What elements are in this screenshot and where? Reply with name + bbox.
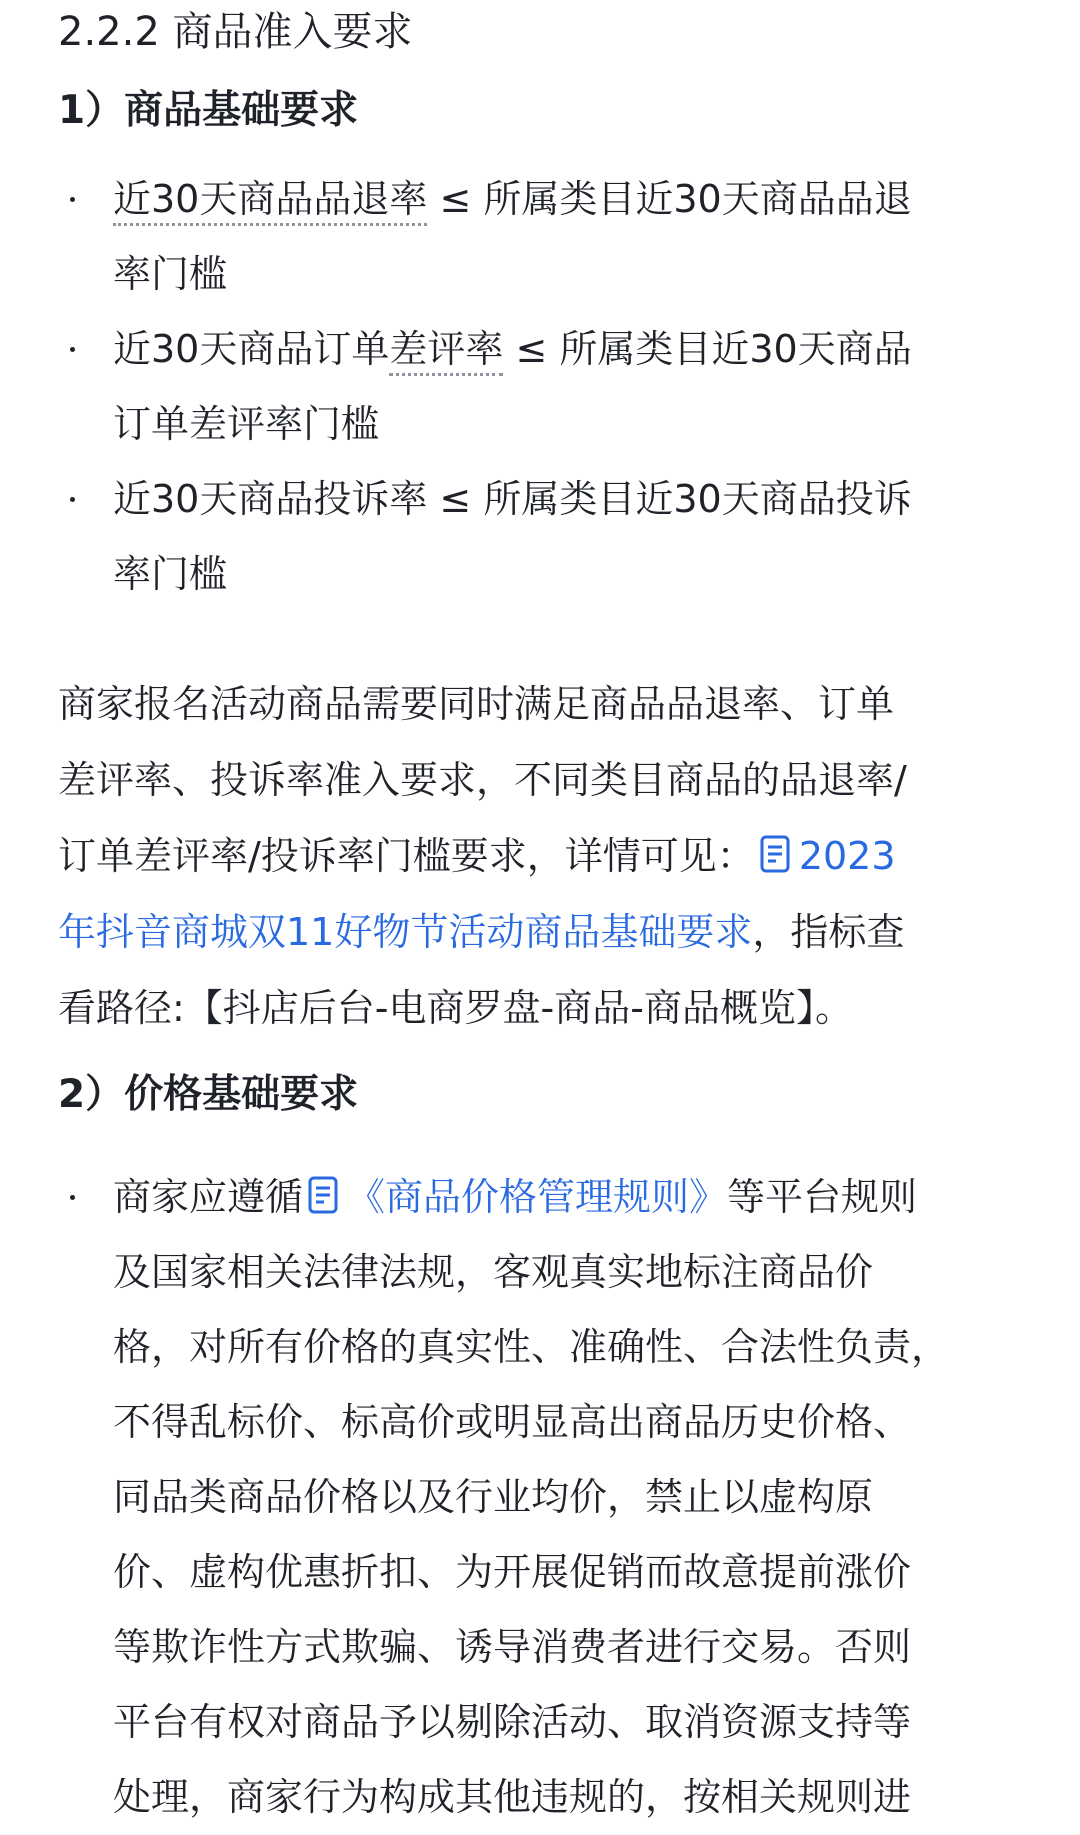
list-item-negative-review-rate — [58, 312, 1018, 462]
price-rules-link[interactable] — [303, 1175, 727, 1219]
paragraph-line: 看路径:【抖店后台-电商罗盘-商品-商品概览】。 — [58, 986, 853, 1030]
list-item-text: 率门槛 — [113, 252, 228, 296]
term-negative-review-rate[interactable]: 差评率 — [389, 327, 503, 376]
list-item-text: 近30天商品投诉率 ≤ 所属类目近30天商品投诉 — [113, 477, 912, 521]
basic-requirements-list — [58, 162, 1018, 612]
list-item-text: 格，对所有价格的真实性、准确性、合法性负责， — [113, 1325, 950, 1369]
list-item-text: 不得乱标价、标高价或明显高出商品历史价格、 — [113, 1400, 912, 1444]
bullet-dot — [70, 347, 75, 352]
activity-requirements-link[interactable] — [755, 834, 896, 878]
list-item-text: 平台有权对商品予以剔除活动、取消资源支持等 — [113, 1700, 912, 1744]
list-item-text: 等欺诈性方式欺骗、诱导消费者进行交易。否则 — [113, 1625, 912, 1669]
list-item-text: ≤ 所属类目近30天商品品退 — [427, 177, 912, 221]
price-requirements-list — [58, 1160, 1018, 1835]
term-return-rate[interactable]: 近30天商品品退率 — [113, 177, 427, 226]
list-item-text: 近30天商品订单 — [113, 327, 390, 371]
bullet-dot — [70, 497, 75, 502]
list-item-return-rate — [58, 162, 1018, 312]
document-icon — [759, 834, 793, 874]
basic-requirements-paragraph — [58, 666, 1018, 1046]
bullet-dot — [70, 197, 75, 202]
list-item-text: 率门槛 — [113, 552, 228, 596]
price-requirements-heading: 2）价格基础要求 — [58, 1072, 359, 1117]
activity-requirements-link-text[interactable]: 年抖音商城双11好物节活动商品基础要求 — [58, 910, 753, 954]
list-item-text: 及国家相关法律法规，客观真实地标注商品价 — [113, 1250, 874, 1294]
basic-requirements-heading: 1）商品基础要求 — [58, 88, 359, 133]
paragraph-line: ，指标查 — [752, 910, 905, 954]
list-item-complaint-rate — [58, 462, 1018, 612]
list-item-text: ≤ 所属类目近30天商品 — [503, 327, 912, 371]
paragraph-line: 差评率、投诉率准入要求，不同类目商品的品退率/ — [58, 758, 907, 802]
paragraph-line: 订单差评率/投诉率门槛要求，详情可见： — [58, 834, 755, 878]
section-title: 2.2.2 商品准入要求 — [58, 9, 413, 55]
list-item-price-rules — [58, 1160, 1018, 1835]
list-item-text: 同品类商品价格以及行业均价，禁止以虚构原 — [113, 1475, 874, 1519]
list-item-text: 商家应遵循 — [113, 1175, 304, 1219]
list-item-text: 处理，商家行为构成其他违规的，按相关规则进 — [113, 1775, 912, 1819]
paragraph-line: 商家报名活动商品需要同时满足商品品退率、订单 — [58, 682, 895, 726]
document-icon — [307, 1175, 341, 1215]
link-text[interactable]: 2023 — [798, 834, 896, 878]
list-item-text: 价、虚构优惠折扣、为开展促销而故意提前涨价 — [113, 1550, 912, 1594]
link-text[interactable]: 《商品价格管理规则》 — [347, 1175, 728, 1219]
list-item-text: 等平台规则 — [727, 1175, 918, 1219]
list-item-text: 订单差评率门槛 — [113, 402, 380, 446]
bullet-dot — [70, 1195, 75, 1200]
